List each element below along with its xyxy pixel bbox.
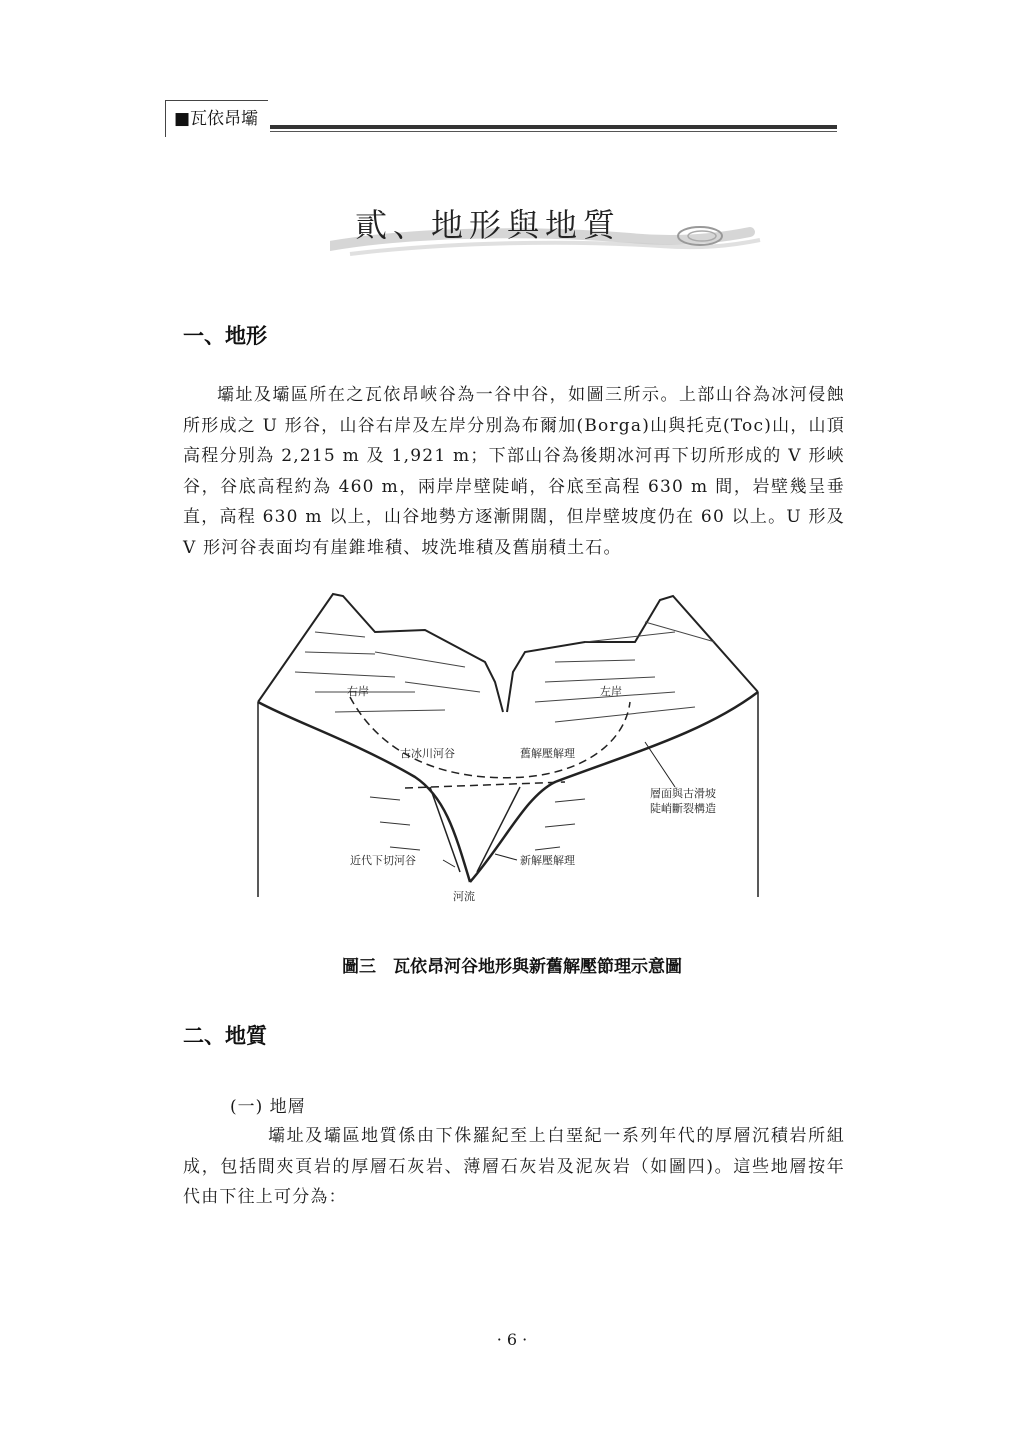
label-left-bank: 左岸 <box>600 685 622 698</box>
label-recent-valley: 近代下切河谷 <box>350 854 416 867</box>
label-river: 河流 <box>453 890 475 903</box>
label-bedding-2: 陡峭斷裂構造 <box>650 802 716 815</box>
valley-diagram <box>255 592 765 922</box>
label-bedding: 層面與古滑坡 <box>650 787 716 800</box>
label-ancient-valley: 古冰川河谷 <box>400 747 455 760</box>
section-heading-geology: 二、地質 <box>183 1024 267 1048</box>
subheading-strata: (一) 地層 <box>230 1097 306 1117</box>
chapter-title: 貳、地形與地質 <box>355 206 622 244</box>
topography-paragraph: 壩址及壩區所在之瓦依昂峽谷為一谷中谷，如圖三所示。上部山谷為冰河侵蝕所形成之 U 形谷，山谷右岸及左岸分別為布爾加(Borga)山與托克(Toc)山，山頂高程分別為 2,215 m 及 1,921 m；下部山谷為後期冰河再下切所形成的 V 形峽谷，谷底高程約為 460 m，兩岸岸壁陡峭，谷底至高程 630 m 間，岩壁幾呈垂直，高程 630 m 以上，山谷地勢方逐漸開闊，但岸壁坡度仍在 60 以上。U 形及 V 形河谷表面均有崖錐堆積、坡洗堆積及舊崩積土石。 <box>183 385 845 558</box>
page-number: · 6 · <box>496 1330 528 1349</box>
label-old-joints: 舊解壓解理 <box>520 747 575 760</box>
figure-caption: 圖三 瓦依昂河谷地形與新舊解壓節理示意圖 <box>342 957 682 977</box>
header-rule-thin <box>270 131 837 132</box>
label-new-joints: 新解壓解理 <box>520 854 575 867</box>
section-heading-topography: 一、地形 <box>183 324 267 348</box>
label-right-bank: 右岸 <box>347 685 369 698</box>
geology-paragraph: 壩址及壩區地質係由下侏羅紀至上白堊紀一系列年代的厚層沉積岩所組成，包括間夾頁岩的厚層石灰岩、薄層石灰岩及泥灰岩（如圖四)。這些地層按年代由下往上可分為： <box>183 1126 845 1207</box>
running-header: ■瓦依昂壩 <box>174 109 259 129</box>
header-rule <box>270 125 837 129</box>
